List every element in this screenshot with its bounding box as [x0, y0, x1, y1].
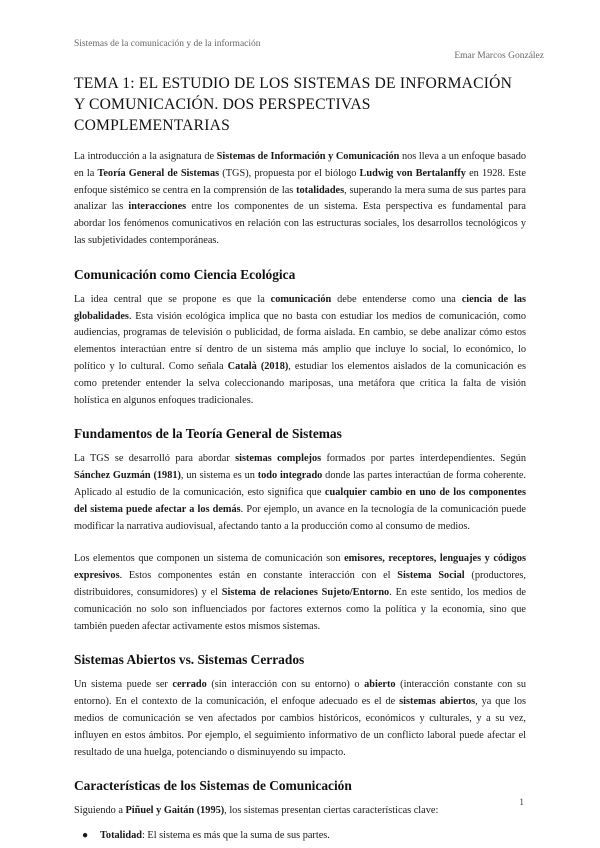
section-heading-tgs: Fundamentos de la Teoría General de Sistemas	[74, 426, 342, 442]
document-title: TEMA 1: EL ESTUDIO DE LOS SISTEMAS DE INFORMACIÓN Y COMUNICACIÓN. DOS PERSPECTIVAS COMPLEMENTARIAS	[74, 75, 513, 134]
characteristics-list	[74, 828, 526, 844]
page-number: 1	[519, 798, 524, 808]
section-paragraph-caracteristicas: Siguiendo a Piñuel y Gaitán (1995), los sistemas presentan ciertas características clave:	[74, 805, 439, 817]
section-heading-abiertos: Sistemas Abiertos vs. Sistemas Cerrados	[74, 652, 305, 668]
section-paragraph-ecologica: La idea central que se propone es que la comunicación debe entenderse como una ciencia de las globalidades. Esta visión ecológica implica que no basta con estudiar los medios de comunicación, como audiencias, programas de televisión o publicidad, de forma aislada. En cambio, se debe analizar cómo estos elementos interactúan entre sí dentro de un sistema más amplio que incluye lo social, lo económico, lo político y lo cultural. Como señala Català (2018), estudiar los elementos aislados de la comunicación es como pretender entender la selva coleccionando mariposas, una metáfora que critica la falta de visión holística en algunos enfoques tradicionales.	[74, 293, 526, 406]
section-paragraph-tgs-2: Los elementos que componen un sistema de comunicación son emisores, receptores, lenguajes y códigos expresivos. Estos componentes están en constante interacción con el Sistema Social (productores, distribuidores, consumidores) y el Sistema de relaciones Sujeto/Entorno. En este sentido, los medios de comunicación no solo son influenciados por factores externos como la política y la economía, sino que también pueden afectar activamente estos mismos sistemas.	[74, 553, 527, 632]
intro-paragraph: La introducción a la asignatura de Sistemas de Información y Comunicación nos lleva a un enfoque basado en la Teoría General de Sistemas (TGS), propuesta por el biólogo Ludwig von Bertalanffy en 1928. Este enfoque sistémico se centra en la comprensión de las totalidades, superando la mera suma de sus partes para analizar las interacciones entre los componentes de un sistema. Esta perspectiva es fundamental para abordar los fenómenos comunicativos en relación con las estructuras sociales, los desarrollos tecnológicos y las subjetividades contemporáneas.	[74, 151, 527, 246]
section-paragraph-tgs-1: La TGS se desarrolló para abordar sistemas complejos formados por partes interdependientes. Según Sánchez Guzmán (1981), un sistema es un todo integrado donde las partes interactúan de forma coherente. Aplicado al estudio de la comunicación, esto significa que cualquier cambio en uno de los componentes del sistema puede afectar a los demás. Por ejemplo, un avance en la tecnología de la comunicación puede modificar la narrativa audiovisual, afectando tanto a la producción como al consumo de medios.	[74, 453, 526, 532]
section-paragraph-abiertos: Un sistema puede ser cerrado (sin interacción con su entorno) o abierto (interacción constante con su entorno). En el contexto de la comunicación, el enfoque adecuado es el de sistemas abiertos, ya que los medios de comunicación se ven afectados por cambios históricos, económicos y culturales, y a su vez, influyen en estos ámbitos. Por ejemplo, el seguimiento informativo de un conflicto laboral puede afectar el resultado de una huelga, potenciando o disminuyendo su impacto.	[74, 679, 526, 758]
header-course: Sistemas de la comunicación y de la información	[74, 39, 261, 49]
section-heading-caracteristicas: Características de los Sistemas de Comunicación	[74, 778, 352, 794]
bullet-icon: ●	[82, 830, 89, 842]
document-body	[74, 73, 526, 844]
header-author: Emar Marcos González	[454, 51, 544, 61]
list-item: ● Totalidad: El sistema es más que la suma de sus partes.	[74, 828, 526, 844]
section-heading-ecologica: Comunicación como Ciencia Ecológica	[74, 266, 296, 282]
